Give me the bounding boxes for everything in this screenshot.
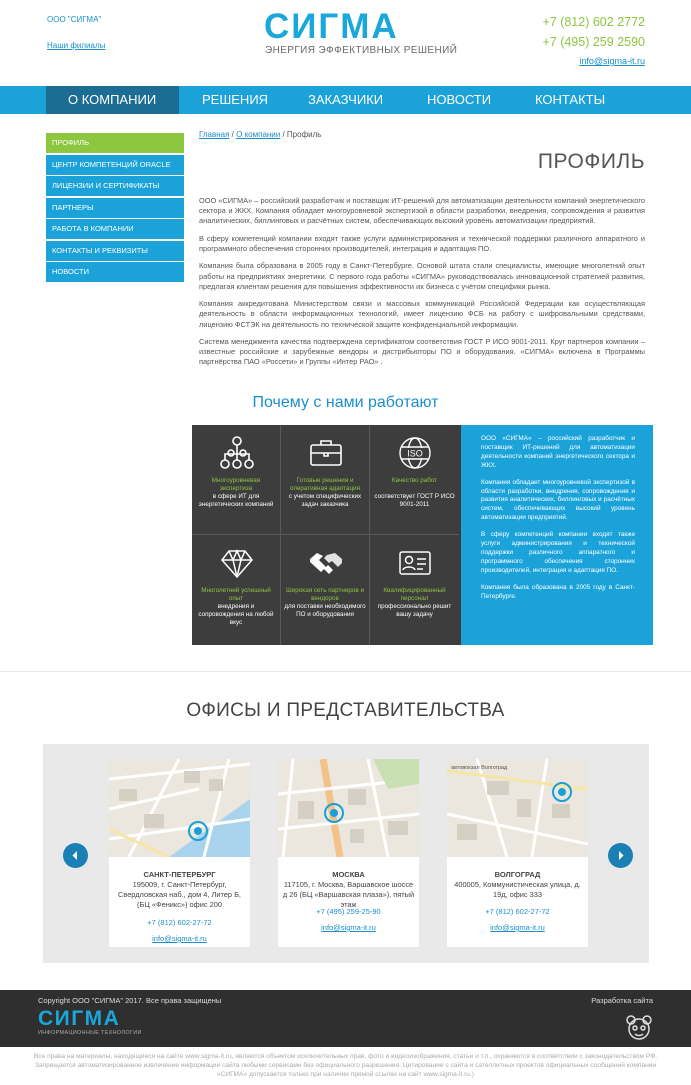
why-cell-highlight: Готовые решения и оперативная адаптация bbox=[289, 477, 361, 492]
office-city: МОСКВА bbox=[332, 870, 365, 879]
section-divider bbox=[0, 671, 691, 672]
office-card-moscow bbox=[278, 759, 419, 947]
why-cell-text: для поставки необходимого ПО и оборудования bbox=[284, 603, 366, 618]
office-card-volgograd bbox=[447, 759, 588, 947]
why-cell-highlight: Многолетний успешный опыт bbox=[201, 587, 271, 602]
profile-paragraph: Компания была образована в 2005 году в Санкт-Петербурге. Основой штата стали специалисты, имеющие многолетний опыт работы на предприятиях энергетики. С первого года работы «СИГМА» руководствовалась инновационной стратегией развития, предлагая клиентам решения для повышения эффективности их бизнеса с учётом специфики рынка. bbox=[199, 261, 645, 291]
sidebar-item-requisites[interactable]: КОНТАКТЫ И РЕКВИЗИТЫ bbox=[46, 241, 184, 261]
copyright: Copyright ООО "СИГМА" 2017. Все права защищены bbox=[38, 996, 222, 1005]
nav-item-solutions[interactable]: РЕШЕНИЯ bbox=[202, 92, 269, 107]
phone-spb[interactable]: +7 (812) 602 2772 bbox=[542, 15, 645, 29]
why-cell-text: соответствует ГОСТ Р ИСО 9001-2011 bbox=[374, 493, 455, 508]
office-email[interactable]: info@sigma-it.ru bbox=[152, 934, 207, 943]
why-panel-paragraph: ООО «СИГМА» – российский разработчик и поставщик ИТ-решений для автоматизации деятельности компаний энергетического сектора и ЖКХ. bbox=[481, 435, 635, 469]
why-us-grid bbox=[192, 425, 461, 645]
nav-item-news[interactable]: НОВОСТИ bbox=[427, 92, 492, 107]
why-cell-text: с учетом специфических задач заказчика bbox=[288, 493, 362, 508]
why-us-panel bbox=[461, 425, 653, 645]
why-cell-quality bbox=[370, 425, 459, 535]
why-us-title: Почему с нами работают bbox=[252, 394, 439, 411]
why-cell-highlight: Многоуровневая экспертиза bbox=[211, 477, 261, 492]
office-city: САНКТ-ПЕТЕРБУРГ bbox=[143, 870, 216, 879]
profile-paragraph: Система менеджмента качества подтверждена сертификатом соответствия ГОСТ Р ИСО 9001-2011. Круг партнеров компании – известные российские и зарубежные вендоры и дистрибьюторы ПО и оборудования. «СИГМА» включена в Программы партнёрства ПАО «Россети» и Группы «Интер РАО» . bbox=[199, 336, 645, 367]
profile-paragraph: ООО «СИГМА» – российский разработчик и поставщик ИТ-решений для автоматизации деятельности компаний энергетического сектора и ЖКХ. Компания обладает многоуровневой экспертизой в области разработки, внедрения, сопровождения и развития аналитических, биллинговых и расчётных систем, обеспечивающих высокий уровень автоматизации предприятий. bbox=[199, 196, 645, 226]
page-title: ПРОФИЛЬ bbox=[537, 150, 645, 173]
chevron-right-icon bbox=[615, 850, 626, 861]
id-card-icon bbox=[397, 545, 433, 581]
office-map[interactable] bbox=[447, 759, 588, 857]
footer-logo[interactable]: СИГМА bbox=[38, 1007, 121, 1030]
nav-item-about[interactable]: О КОМПАНИИ bbox=[46, 86, 179, 114]
site-header bbox=[0, 0, 691, 86]
site-footer bbox=[0, 990, 691, 1047]
why-cell-highlight: Качество работ bbox=[391, 477, 438, 484]
breadcrumb-about[interactable]: О компании bbox=[236, 130, 281, 139]
office-map[interactable] bbox=[109, 759, 250, 857]
profile-paragraph: В сферу компетенций компании входят также услуги администрирования и технической поддержки различного аппаратного и программного обеспечения сторонних производителей, интеграция и адаптация ПО. bbox=[199, 233, 645, 253]
sidebar-item-careers[interactable]: РАБОТА В КОМПАНИИ bbox=[46, 219, 184, 239]
logo-tagline: ЭНЕРГИЯ ЭФФЕКТИВНЫХ РЕШЕНИЙ bbox=[265, 45, 458, 56]
breadcrumb-separator: / bbox=[229, 130, 237, 139]
profile-paragraph: Компания аккредитована Министерством связи и массовых коммуникаций Российской Федерации как осуществляющая деятельность в области информационных технологий, имеет лицензию ФСБ на работу с шифровальными средствами, лицензию ФСТЭК на деятельность по технической защите конфиденциальной информации. bbox=[199, 299, 645, 329]
why-cell-text: профессионально решит вашу задачу bbox=[377, 603, 452, 618]
why-panel-paragraph: В сферу компетенций компании входят также услуги администрирования и технической поддержки различного аппаратного и программного обеспечения сторонних производителей, интеграция и адаптация ПО. bbox=[481, 531, 635, 574]
chevron-left-icon bbox=[70, 850, 81, 861]
handshake-icon bbox=[308, 545, 344, 581]
why-cell-highlight: Квалифицированный персонал bbox=[383, 587, 446, 602]
why-cell-text: внедрения и сопровождения на любой вкус bbox=[198, 603, 274, 626]
nav-item-contacts[interactable]: КОНТАКТЫ bbox=[535, 92, 606, 107]
office-address: 195009, г. Санкт-Петербург, Свердловская наб., дом 4, Литер Б, (БЦ «Феникс») офис 200 bbox=[118, 880, 241, 909]
office-map[interactable] bbox=[278, 759, 419, 857]
why-cell-partners bbox=[281, 535, 370, 645]
svg-text:ISO: ISO bbox=[407, 448, 423, 459]
office-card-spb bbox=[109, 759, 250, 947]
why-cell-staff bbox=[370, 535, 459, 645]
sidebar-item-profile[interactable]: ПРОФИЛЬ bbox=[46, 133, 184, 153]
why-panel-paragraph: Компания была образована в 2005 году в Санкт-Петербурге. bbox=[481, 583, 635, 600]
legal-notice: Все права на материалы, находящиеся на сайте www.sigma-it.ru, являются объектом исключительных прав, фото и видеоизображения, статьи и т.п., охраняются в соответствии с законодательством РФ. Запрещается автоматизированное извлечение информации сайта любыми сервисами без официального разрешения. Цитирование с сайта и сателлитных проектов официальных сообщений компании «СИГМА» допускается только при наличии прямой ссылки на сайт www.sigma-it.ru.) bbox=[33, 1053, 658, 1078]
offices-title: ОФИСЫ И ПРЕДСТАВИТЕЛЬСТВА bbox=[186, 700, 505, 721]
diamond-icon bbox=[219, 545, 255, 581]
developer-link[interactable]: Разработка сайта bbox=[591, 996, 653, 1005]
hierarchy-icon bbox=[219, 435, 255, 471]
company-name: ООО "СИГМА" bbox=[47, 15, 102, 24]
breadcrumb-current: Профиль bbox=[286, 130, 322, 139]
branches-link[interactable]: Наши филиалы bbox=[47, 41, 106, 50]
header-email-link[interactable]: info@sigma-it.ru bbox=[579, 56, 645, 66]
office-phone[interactable]: +7 (812) 602-27-72 bbox=[147, 918, 212, 927]
why-cell-solutions bbox=[281, 425, 370, 535]
office-phone[interactable]: +7 (495) 259-25-90 bbox=[316, 907, 381, 916]
sidebar-menu bbox=[46, 133, 184, 284]
iso-globe-icon bbox=[397, 435, 433, 471]
map-label: автовокзал Волгоград bbox=[451, 765, 508, 771]
breadcrumb-home[interactable]: Главная bbox=[199, 130, 230, 139]
phone-msk[interactable]: +7 (495) 259 2590 bbox=[542, 35, 645, 49]
breadcrumb-separator: / bbox=[280, 130, 287, 139]
office-email[interactable]: info@sigma-it.ru bbox=[321, 923, 376, 932]
why-cell-expertise bbox=[192, 425, 281, 535]
nav-item-clients[interactable]: ЗАКАЗЧИКИ bbox=[308, 92, 384, 107]
breadcrumb bbox=[199, 130, 321, 139]
office-phone[interactable]: +7 (812) 602-27-72 bbox=[485, 907, 550, 916]
office-address: 117105, г. Москва, Варшавское шоссе д 26 (БЦ «Варшавская плаза»), пятый этаж bbox=[282, 880, 415, 909]
carousel-next-button[interactable] bbox=[608, 843, 633, 868]
carousel-prev-button[interactable] bbox=[63, 843, 88, 868]
developer-logo-icon[interactable] bbox=[625, 1014, 653, 1042]
sidebar-item-partners[interactable]: ПАРТНЕРЫ bbox=[46, 198, 184, 218]
office-email[interactable]: info@sigma-it.ru bbox=[490, 923, 545, 932]
footer-logo-tagline: ИНФОРМАЦИОННЫЕ ТЕХНОЛОГИИ bbox=[38, 1030, 142, 1036]
why-panel-paragraph: Компания обладает многоуровневой экспертизой в области разработки, внедрения, сопровождения и развития аналитических, биллинговых и расчётных систем, обеспечивающих высокий уровень автоматизации предприятий. bbox=[481, 478, 635, 522]
logo-text: СИГМА bbox=[264, 7, 399, 46]
main-nav bbox=[0, 86, 691, 114]
sidebar-item-licenses[interactable]: ЛИЦЕНЗИИ И СЕРТИФИКАТЫ bbox=[46, 176, 184, 196]
office-address: 400005, Коммунистическая улица, д. 19д, офис 333 bbox=[454, 880, 581, 899]
why-cell-highlight: Широкая сеть партнеров и вендоров bbox=[286, 587, 364, 602]
sidebar-item-news[interactable]: НОВОСТИ bbox=[46, 262, 184, 282]
site-logo[interactable] bbox=[264, 7, 458, 58]
why-cell-experience bbox=[192, 535, 281, 645]
sidebar-item-oracle[interactable]: ЦЕНТР КОМПЕТЕНЦИЙ ORACLE bbox=[46, 155, 184, 175]
briefcase-icon bbox=[308, 435, 344, 471]
office-city: ВОЛГОГРАД bbox=[494, 870, 541, 879]
why-cell-text: в сфере ИТ для энергетических компаний bbox=[198, 493, 274, 508]
profile-text bbox=[199, 196, 645, 375]
